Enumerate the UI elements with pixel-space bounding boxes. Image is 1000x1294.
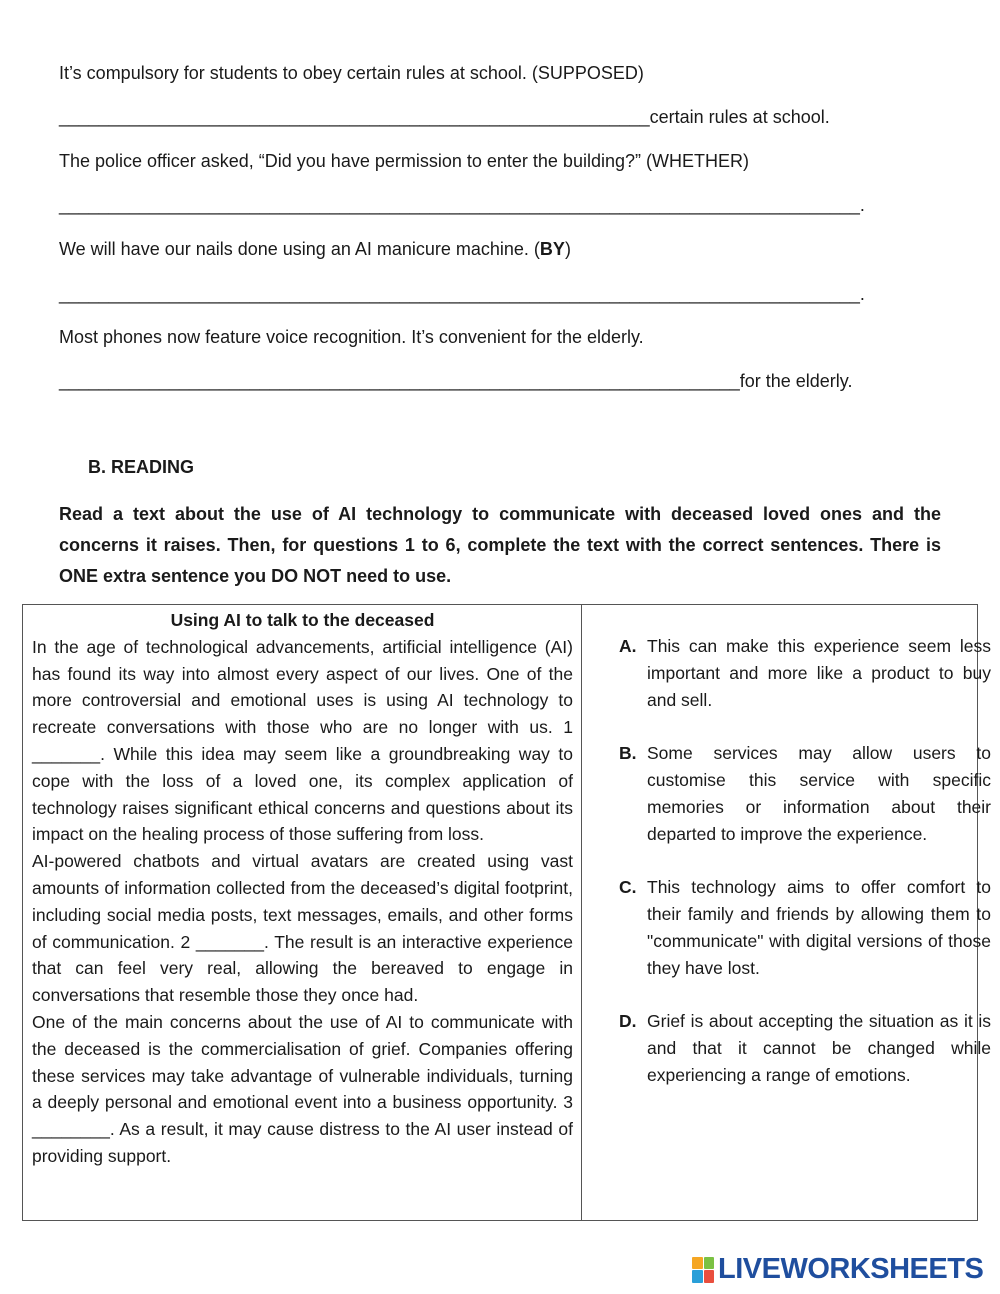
option-letter: C. [619,877,637,898]
option-letter: B. [619,743,637,764]
liveworksheets-logo-icon [692,1257,714,1283]
logo-tile-e [704,1270,715,1283]
reading-table [22,604,991,1221]
passage-paragraph: In the age of technological advancements, artificial intelligence (AI) has found its way into almost every aspect of our lives. One of the more controversial and emotional uses is using AI technology to recreate conversations with those who are no longer with us. 1 _______. While this idea may seem like a groundbreaking way to cope with the loss of a loved one, its complex application of technology raises significant ethical concerns and questions about its impact on the healing process of those suffering from loss. [32,636,573,845]
reading-instructions: Read a text about the use of AI technology to communicate with deceased loved ones and the concerns it raises. Then, for questions 1 to 6, complete the text with the correct sentences. There is ONE extra sentence you DO NOT need to use. [59,504,941,586]
option-text: Grief is about accepting the situation as it is and that it cannot be changed while experiencing a range of emotions. [647,1011,991,1085]
exercise-3-prompt [59,238,571,260]
option-b [619,740,991,847]
liveworksheets-logo[interactable] [692,1253,983,1286]
exercise-3-keyword: BY [539,239,565,259]
passage-paragraph: AI-powered chatbots and virtual avatars are created using vast amounts of information collected from the deceased’s digital footprint, including social media posts, text messages, emails, and other forms of communication. 2 _______. The result is an interactive experience that can feel very real, allowing the bereaved to engage in conversations that resemble those they once had. [32,851,573,1006]
exercise-3-answer-line[interactable]: ________________________________________________________________________________. [59,284,865,304]
logo-tile-v [692,1270,703,1283]
reading-section-heading: B. READING [88,457,195,477]
option-a [619,633,991,713]
option-d [619,1008,991,1088]
passage-column [32,607,573,1170]
option-text: Some services may allow users to customise this service with specific memories or information about their departed to improve the experience. [647,743,991,844]
exercise-2-answer-line[interactable]: ________________________________________________________________________________. [59,195,865,215]
logo-tile-i [704,1257,715,1270]
exercise-3-prompt-close: ) [564,239,571,259]
option-letter: A. [619,636,637,656]
option-text: This can make this experience seem less important and more like a product to buy and sell. [647,636,991,710]
option-text: This technology aims to offer comfort to their family and friends by allowing them to "communicate" with digital versions of those they have lost. [647,877,991,978]
exercise-4-prompt: Most phones now feature voice recognition. It’s convenient for the elderly. [59,327,644,347]
exercise-3-prompt-text: We will have our nails done using an AI manicure machine. ( [59,239,540,259]
logo-tile-l [692,1257,703,1270]
options-column [619,633,991,1115]
exercise-1-prompt: It’s compulsory for students to obey certain rules at school. (SUPPOSED) [59,63,644,83]
exercise-4-answer-line[interactable]: ____________________________________________________________________for the elderly. [59,371,853,391]
column-divider [581,605,582,1220]
exercise-2-prompt: The police officer asked, “Did you have permission to enter the building?” (WHETHER) [59,151,749,171]
passage-title: Using AI to talk to the deceased [170,610,435,630]
exercise-1-answer-line[interactable]: ___________________________________________________________certain rules at school. [59,107,830,127]
liveworksheets-logo-text: LIVEWORKSHEETS [718,1253,984,1285]
option-c [619,874,991,981]
option-letter: D. [619,1011,637,1032]
passage-paragraph: One of the main concerns about the use of AI to communicate with the deceased is the commercialisation of grief. Companies offering these services may take advantage of vulnerable individuals, turning a deeply personal and emotional event into a business opportunity. 3 ________. As a result, it may cause distress to the AI user instead of providing support. [32,1011,573,1166]
